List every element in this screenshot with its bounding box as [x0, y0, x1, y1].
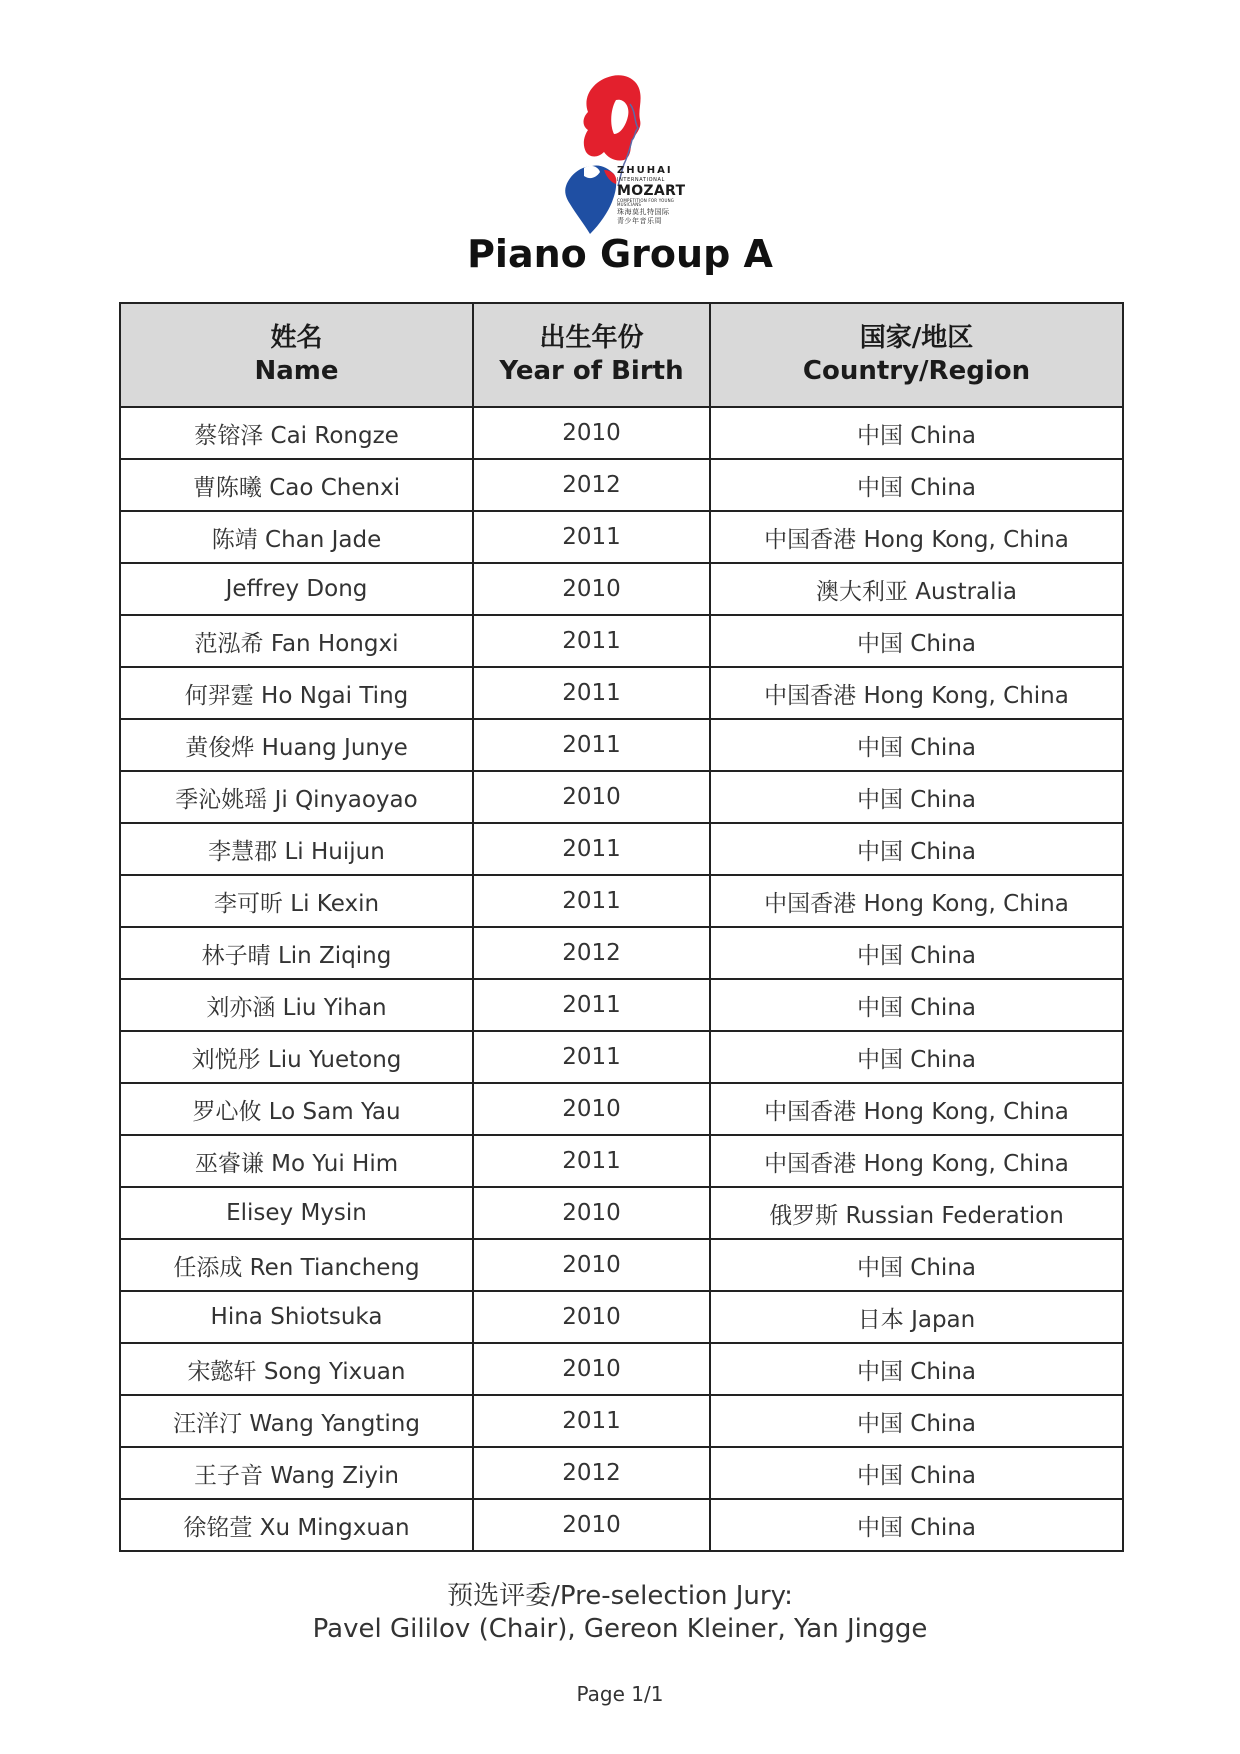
- table-row: [120, 1083, 1123, 1135]
- country-region: 中国 China: [710, 615, 1123, 667]
- country-region: 中国 China: [710, 1343, 1123, 1395]
- table-row: [120, 823, 1123, 875]
- header-country-cn: 国家/地区: [859, 323, 974, 353]
- page-number: Page 1/1: [576, 1682, 664, 1706]
- participant-name: 徐铭萱 Xu Mingxuan: [120, 1499, 473, 1551]
- table-row: [120, 407, 1123, 459]
- header-country: [710, 303, 1123, 407]
- table-row: [120, 615, 1123, 667]
- country-region: 中国 China: [710, 719, 1123, 771]
- header-name: [120, 303, 473, 407]
- birth-year: 2011: [473, 1135, 710, 1187]
- participant-name: 刘亦涵 Liu Yihan: [120, 979, 473, 1031]
- country-region: 中国香港 Hong Kong, China: [710, 511, 1123, 563]
- participant-name: Hina Shiotsuka: [120, 1291, 473, 1343]
- header-year: [473, 303, 710, 407]
- participant-name: 季沁姚瑶 Ji Qinyaoyao: [120, 771, 473, 823]
- table-row: [120, 1291, 1123, 1343]
- logo-zhuhai-text: ZHUHAI: [617, 165, 673, 176]
- birth-year: 2012: [473, 927, 710, 979]
- participant-name: 罗心攸 Lo Sam Yau: [120, 1083, 473, 1135]
- country-region: 中国 China: [710, 1447, 1123, 1499]
- header-year-cn: 出生年份: [539, 323, 644, 353]
- logo-mozart-text: MOZART: [617, 183, 686, 199]
- table-row: [120, 1395, 1123, 1447]
- table-row: [120, 1343, 1123, 1395]
- country-region: 中国 China: [710, 1239, 1123, 1291]
- participant-name: 汪洋汀 Wang Yangting: [120, 1395, 473, 1447]
- country-region: 中国 China: [710, 927, 1123, 979]
- table-row: [120, 1135, 1123, 1187]
- participant-name: 李可昕 Li Kexin: [120, 875, 473, 927]
- country-region: 澳大利亚 Australia: [710, 563, 1123, 615]
- participant-name: 巫睿谦 Mo Yui Him: [120, 1135, 473, 1187]
- country-region: 中国 China: [710, 1031, 1123, 1083]
- birth-year: 2010: [473, 1291, 710, 1343]
- table-row: [120, 719, 1123, 771]
- participant-name: 蔡镕泽 Cai Rongze: [120, 407, 473, 459]
- header-year-en: Year of Birth: [499, 356, 684, 386]
- birth-year: 2011: [473, 1395, 710, 1447]
- participant-name: 陈靖 Chan Jade: [120, 511, 473, 563]
- participant-name: Jeffrey Dong: [120, 563, 473, 615]
- country-region: 中国香港 Hong Kong, China: [710, 667, 1123, 719]
- logo-chinese-line2: 青少年音乐周: [617, 217, 662, 225]
- birth-year: 2011: [473, 1031, 710, 1083]
- participants-table: [119, 302, 1124, 1552]
- birth-year: 2010: [473, 1239, 710, 1291]
- participant-name: 林子晴 Lin Ziqing: [120, 927, 473, 979]
- table-row: [120, 875, 1123, 927]
- birth-year: 2010: [473, 771, 710, 823]
- birth-year: 2010: [473, 407, 710, 459]
- country-region: 中国 China: [710, 459, 1123, 511]
- table-row: [120, 459, 1123, 511]
- birth-year: 2010: [473, 563, 710, 615]
- participant-name: 李慧郡 Li Huijun: [120, 823, 473, 875]
- birth-year: 2010: [473, 1343, 710, 1395]
- country-region: 中国香港 Hong Kong, China: [710, 1083, 1123, 1135]
- birth-year: 2011: [473, 875, 710, 927]
- participant-name: 何羿霆 Ho Ngai Ting: [120, 667, 473, 719]
- table-row: [120, 511, 1123, 563]
- jury-label: 预选评委/Pre-selection Jury:: [447, 1581, 793, 1611]
- country-region: 俄罗斯 Russian Federation: [710, 1187, 1123, 1239]
- jury-section: [0, 1580, 1240, 1646]
- page-title: Piano Group A: [467, 232, 773, 276]
- table-row: [120, 979, 1123, 1031]
- country-region: 中国 China: [710, 823, 1123, 875]
- participant-name: 任添成 Ren Tiancheng: [120, 1239, 473, 1291]
- birth-year: 2010: [473, 1499, 710, 1551]
- logo-wordmark: [617, 166, 691, 225]
- birth-year: 2011: [473, 667, 710, 719]
- table-row: [120, 1239, 1123, 1291]
- table-row: [120, 1031, 1123, 1083]
- header-country-en: Country/Region: [802, 356, 1031, 386]
- participant-name: 曹陈曦 Cao Chenxi: [120, 459, 473, 511]
- country-region: 中国 China: [710, 771, 1123, 823]
- country-region: 日本 Japan: [710, 1291, 1123, 1343]
- country-region: 中国 China: [710, 407, 1123, 459]
- header-name-cn: 姓名: [270, 323, 323, 353]
- birth-year: 2012: [473, 1447, 710, 1499]
- birth-year: 2011: [473, 615, 710, 667]
- header-name-en: Name: [254, 356, 339, 386]
- participant-name: Elisey Mysin: [120, 1187, 473, 1239]
- table-header-row: [120, 303, 1123, 407]
- participant-name: 王子音 Wang Ziyin: [120, 1447, 473, 1499]
- participant-name: 黄俊烨 Huang Junye: [120, 719, 473, 771]
- logo-chinese-line1: 珠海莫扎特国际: [617, 208, 670, 216]
- participant-name: 范泓希 Fan Hongxi: [120, 615, 473, 667]
- table-body: [120, 407, 1123, 1551]
- country-region: 中国 China: [710, 1395, 1123, 1447]
- table-row: [120, 563, 1123, 615]
- table-row: [120, 927, 1123, 979]
- country-region: 中国 China: [710, 1499, 1123, 1551]
- birth-year: 2012: [473, 459, 710, 511]
- table-row: [120, 1499, 1123, 1551]
- jury-members: Pavel Gililov (Chair), Gereon Kleiner, Yan Jingge: [312, 1614, 928, 1644]
- country-region: 中国香港 Hong Kong, China: [710, 1135, 1123, 1187]
- table-row: [120, 771, 1123, 823]
- birth-year: 2010: [473, 1187, 710, 1239]
- logo-competition-text: COMPETITION FOR YOUNG MUSICIANS: [617, 198, 675, 207]
- participant-name: 宋懿轩 Song Yixuan: [120, 1343, 473, 1395]
- country-region: 中国香港 Hong Kong, China: [710, 875, 1123, 927]
- birth-year: 2011: [473, 719, 710, 771]
- birth-year: 2011: [473, 979, 710, 1031]
- birth-year: 2010: [473, 1083, 710, 1135]
- birth-year: 2011: [473, 823, 710, 875]
- birth-year: 2011: [473, 511, 710, 563]
- participant-name: 刘悦彤 Liu Yuetong: [120, 1031, 473, 1083]
- table-row: [120, 1447, 1123, 1499]
- country-region: 中国 China: [710, 979, 1123, 1031]
- logo-international-text: INTERNATIONAL: [617, 177, 665, 183]
- table-row: [120, 1187, 1123, 1239]
- competition-logo: [560, 74, 690, 238]
- table-row: [120, 667, 1123, 719]
